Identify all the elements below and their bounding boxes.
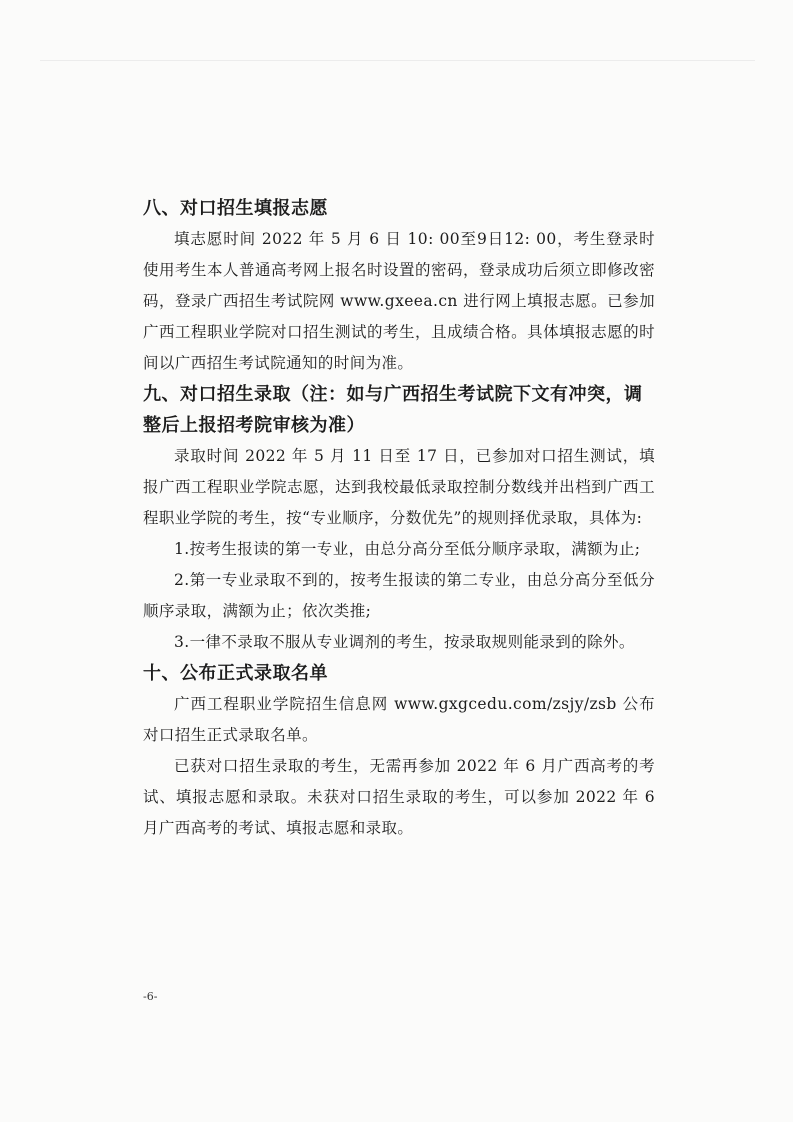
section-8-paragraph: 填志愿时间 2022 年 5 月 6 日 10: 00至9日12: 00，考生登录时使用考生本人普通高考网上报名时设置的密码，登录成功后须立即修改密码，登录广西招生考试院网 www.gxeea.cn 进行网上填报志愿。已参加广西工程职业学院对口招生测试的考生，且成绩合格。具体填报志愿的时间以广西招生考试院通知的时间为准。 [143, 230, 655, 372]
section-10-paragraph-1: 广西工程职业学院招生信息网 www.gxgcedu.com/zsjy/zsb 公布对口招生正式录取名单。 [143, 695, 655, 744]
section-8-heading: 八、对口招生填报志愿 [143, 198, 328, 219]
document-body [143, 193, 655, 844]
page-number: -6- [143, 990, 158, 1003]
section-9-heading: 九、对口招生录取（注：如与广西招生考试院下文有冲突，调整后上报招考院审核为准） [143, 384, 643, 436]
section-9-rule-2: 2.第一专业录取不到的，按考生报读的第二专业，由总分高分至低分顺序录取，满额为止；依次类推; [143, 571, 655, 620]
section-9-rule-3: 3.一律不录取不服从专业调剂的考生，按录取规则能录到的除外。 [174, 633, 635, 651]
scan-edge [40, 60, 755, 61]
section-10-paragraph-2: 已获对口招生录取的考生，无需再参加 2022 年 6 月广西高考的考试、填报志愿和录取。未获对口招生录取的考生，可以参加 2022 年 6 月广西高考的考试、填报志愿和录取。 [143, 757, 655, 837]
section-10-heading: 十、公布正式录取名单 [143, 663, 328, 684]
section-9-paragraph: 录取时间 2022 年 5 月 11 日至 17 日，已参加对口招生测试，填报广西工程职业学院志愿，达到我校最低录取控制分数线并出档到广西工程职业学院的考生，按“专业顺序，分数优先”的规则择优录取，具体为: [143, 447, 655, 527]
section-9-rule-1: 1.按考生报读的第一专业，由总分高分至低分顺序录取，满额为止; [174, 540, 641, 558]
